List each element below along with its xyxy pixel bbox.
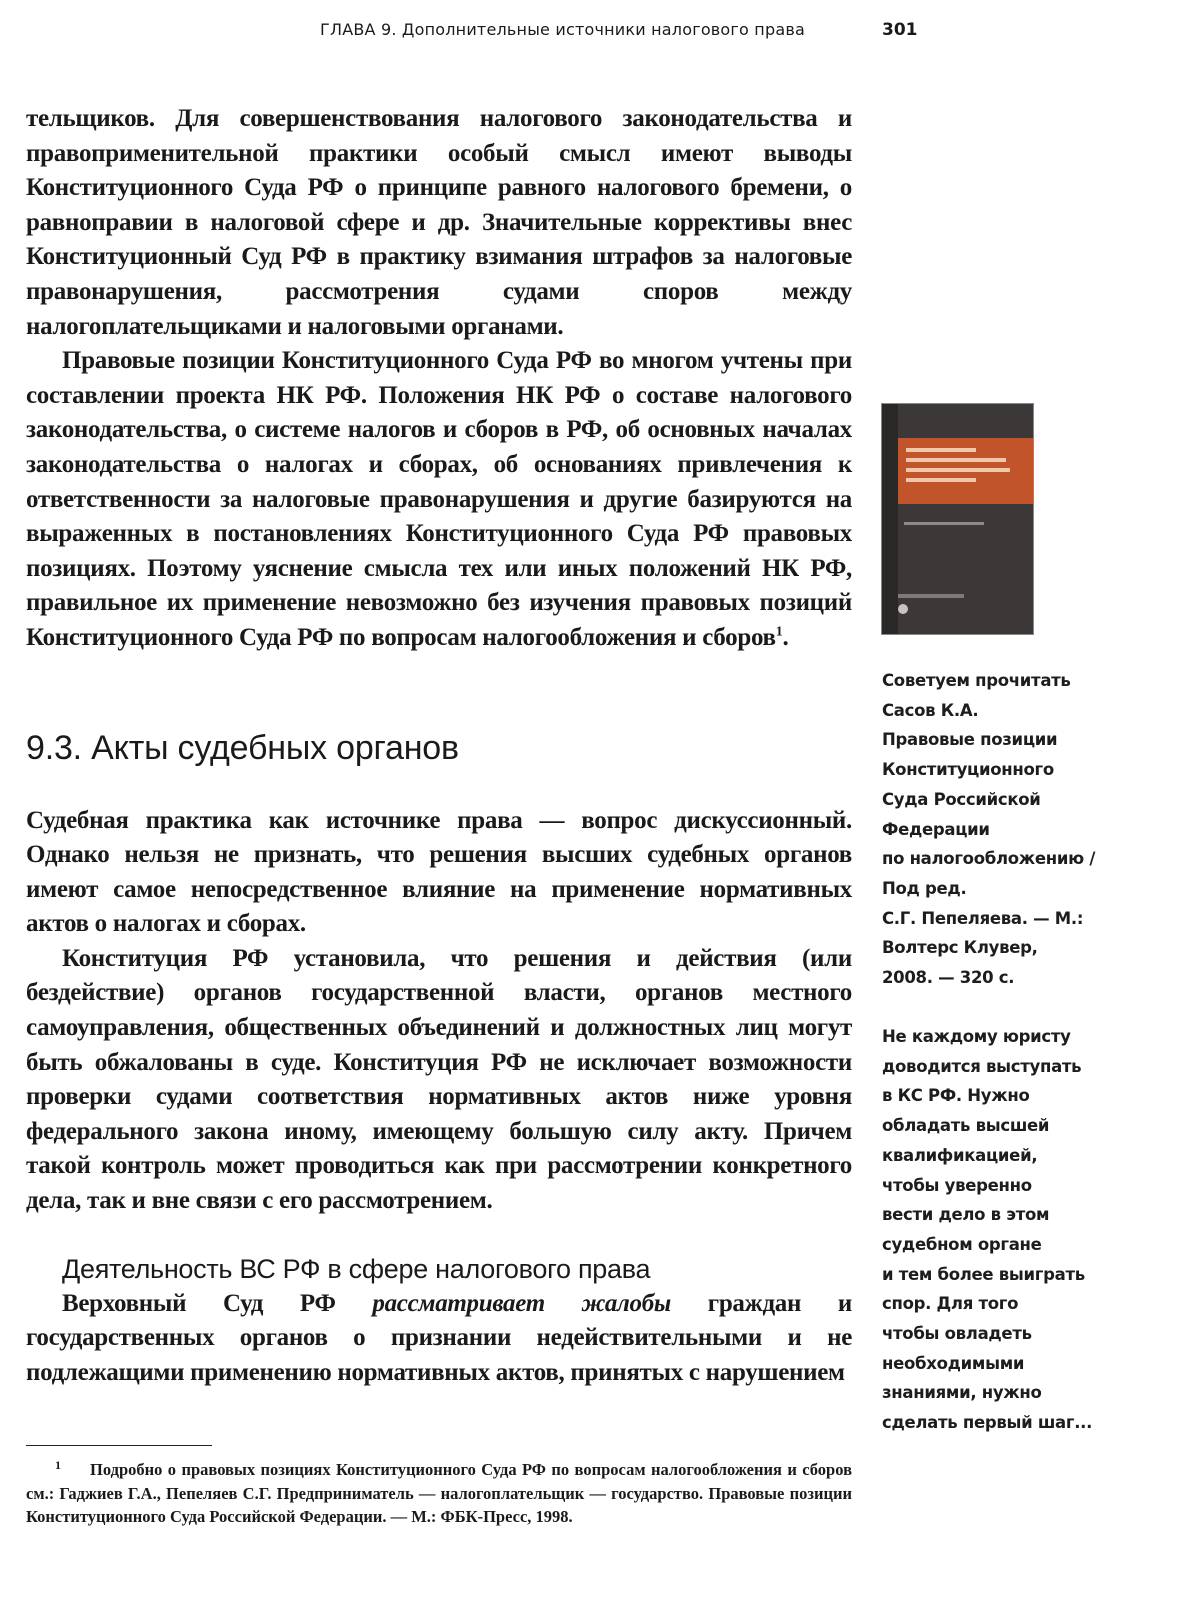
sidebar-recommend-line: Конституционного <box>882 760 1054 780</box>
sidebar-recommend-line: Сасов К.А. <box>882 700 979 720</box>
sidebar-recommend-line: Суда Российской <box>882 789 1041 809</box>
sidebar-advice-line: в КС РФ. Нужно <box>882 1086 1030 1106</box>
paragraph-end: . <box>782 623 789 651</box>
sidebar-recommend-line: Под ред. <box>882 878 967 898</box>
sidebar-advice-line: судебном органе <box>882 1234 1042 1254</box>
book-cover-image <box>882 404 1033 634</box>
sidebar-recommend-line: по налогообложению / <box>882 849 1096 869</box>
sidebar-advice <box>882 1022 1112 1438</box>
page-number: 301 <box>882 20 918 40</box>
footnote-reference[interactable]: 1 <box>775 624 783 640</box>
footnote: 1 Подробно о правовых позициях Конституционного Суда РФ по вопросам налогообложения и сборов см.: Гаджиев Г.А., Пепеляев С.Г. Предприниматель — налогоплательщик — государство. Правовые позиции Конституционного Суда Российской Федерации. — М.: ФБК-Пресс, 1998. <box>26 1457 852 1526</box>
sidebar-advice-line: вести дело в этом <box>882 1205 1050 1225</box>
italic-emphasis: рассматривает жалобы <box>372 1289 671 1317</box>
book-spine <box>882 404 898 634</box>
paragraph: тельщиков. Для совершенствования налогового законодательства и правоприменительной практики особый смысл имеют выводы Конституционного Суда РФ о принципе равного налогового бремени, о равноправии в налоговой сфере и др. Значительные коррективы внес Конституционный Суд РФ в практику взимания штрафов за налоговые правонарушения, рассмотрения судами споров между налогоплательщиками и налоговыми органами. <box>26 105 852 340</box>
sidebar-recommend-line: С.Г. Пепеляева. — М.: <box>882 908 1084 928</box>
paragraph: Судебная практика как источнике права — вопрос дискуссионный. Однако нельзя не признать, что решения высших судебных органов имеют самое непосредственное влияние на применение нормативных актов о налогах и сборах. <box>26 806 852 938</box>
sidebar-advice-line: чтобы уверенно <box>882 1175 1032 1195</box>
running-head: ГЛАВА 9. Дополнительные источники налогового права <box>320 20 805 39</box>
book-cover-subline <box>904 522 984 525</box>
sidebar-advice-line: чтобы овладеть <box>882 1324 1032 1344</box>
paragraph <box>26 344 852 655</box>
sidebar-recommend-line: Правовые позиции <box>882 730 1058 750</box>
paragraph: Конституция РФ установила, что решения и действия (или бездействие) органов государственной власти, органов местного самоуправления, общественных объединений и должностных лиц могут быть обжалованы в суде. Конституция РФ не исключает возможности проверки судами соответствия нормативных актов ниже уровня федерального закона иному, имеющему большую силу акту. Причем такой контроль может проводиться как при рассмотрении конкретного дела, так и вне связи с его рассмотрением. <box>26 944 852 1215</box>
subheading: Деятельность ВС РФ в сфере налогового права <box>62 1253 651 1284</box>
paragraph-text: Правовые позиции Конституционного Суда РФ во многом учтены при составлении проекта НК РФ. Положения НК РФ о составе налогового законодательства, о системе налогов и сборов в РФ, об основных началах законодательства о налогах и сборах, об основаниях привлечения к ответственности за налоговые правонарушения и другие базируются на выраженных в постановлениях Конституционного Суда РФ правовых позициях. Поэтому уяснение смысла тех или иных положений НК РФ, правильное их применение невозможно без изучения правовых позиций Конституционного Суда РФ по вопросам налогообложения и сборов <box>26 347 852 651</box>
sidebar-advice-line: необходимыми <box>882 1353 1025 1373</box>
section-heading: 9.3. Акты судебных органов <box>26 728 459 767</box>
sidebar-advice-line: доводится выступать <box>882 1056 1082 1076</box>
sidebar-advice-line: сделать первый шаг... <box>882 1413 1093 1433</box>
sidebar-recommend-line: Волтерс Клувер, <box>882 938 1038 958</box>
footnote-rule <box>26 1445 212 1446</box>
sidebar-recommend-line: Федерации <box>882 819 990 839</box>
footnote-text: Подробно о правовых позициях Конституционного Суда РФ по вопросам налогообложения и сборов см.: Гаджиев Г.А., Пепеляев С.Г. Предприниматель — налогоплательщик — государство. Правовые позиции Конституционного Суда Российской Федерации. — М.: ФБК-Пресс, 1998. <box>26 1460 852 1526</box>
sidebar-recommend-line: Советуем прочитать <box>882 671 1071 690</box>
book-cover-title-block <box>898 438 1033 504</box>
paragraph <box>26 1287 852 1391</box>
main-text-column <box>26 102 852 1390</box>
paragraph-text: граждан и государственных органов о признании недействительными и не подлежащими применению нормативных актов, принятых с нарушением <box>26 1289 852 1386</box>
sidebar-advice-line: квалификацией, <box>882 1145 1038 1165</box>
publisher-logo-icon <box>898 604 908 614</box>
sidebar-advice-line: знаниями, нужно <box>882 1383 1042 1403</box>
sidebar-advice-line: и тем более выиграть <box>882 1264 1085 1284</box>
sidebar-advice-line: обладать высшей <box>882 1116 1050 1136</box>
sidebar-advice-line: Не каждому юристу <box>882 1027 1071 1046</box>
sidebar-recommend-line: 2008. — 320 с. <box>882 968 1015 988</box>
paragraph-text: Верховный Суд РФ <box>62 1289 373 1317</box>
book-cover-publisher-bar <box>898 594 964 598</box>
sidebar-recommendation <box>882 666 1112 993</box>
sidebar-advice-line: спор. Для того <box>882 1294 1019 1314</box>
